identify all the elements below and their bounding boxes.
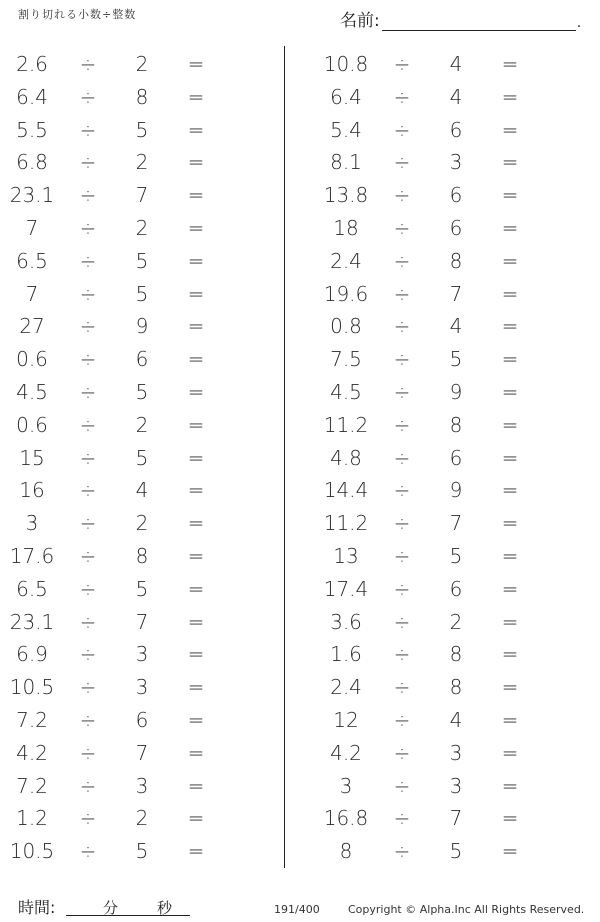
equals-sign: = — [187, 806, 205, 831]
equals-sign: = — [187, 543, 205, 568]
divisor: 5 — [135, 445, 149, 470]
equals-sign: = — [501, 347, 519, 372]
name-blank-line[interactable] — [382, 10, 576, 31]
divisor: 9 — [449, 478, 463, 503]
divide-sign: ÷ — [79, 379, 97, 404]
problem-row — [0, 409, 280, 442]
divide-sign: ÷ — [79, 281, 97, 306]
dividend: 6.5 — [16, 576, 48, 601]
name-label: 名前: — [340, 11, 380, 31]
divisor: 8 — [449, 248, 463, 273]
equals-sign: = — [501, 543, 519, 568]
divisor: 5 — [449, 347, 463, 372]
dividend: 11.2 — [323, 412, 369, 437]
problem-row — [0, 310, 280, 343]
problem-row — [300, 442, 580, 475]
divide-sign: ÷ — [79, 117, 97, 142]
divide-sign: ÷ — [393, 445, 411, 470]
divide-sign: ÷ — [79, 543, 97, 568]
dividend: 5.4 — [330, 117, 362, 142]
divisor: 2 — [135, 806, 149, 831]
divisor: 2 — [449, 609, 463, 634]
problem-row — [0, 802, 280, 835]
divisor: 6 — [135, 347, 149, 372]
dividend: 6.8 — [16, 150, 48, 175]
divisor: 2 — [135, 215, 149, 240]
divide-sign: ÷ — [393, 347, 411, 372]
problem-row — [300, 212, 580, 245]
divide-sign: ÷ — [79, 84, 97, 109]
equals-sign: = — [501, 773, 519, 798]
divisor: 6 — [449, 215, 463, 240]
divide-sign: ÷ — [393, 707, 411, 732]
equals-sign: = — [187, 675, 205, 700]
dividend: 6.9 — [16, 642, 48, 667]
equals-sign: = — [501, 740, 519, 765]
divide-sign: ÷ — [393, 117, 411, 142]
divisor: 5 — [449, 839, 463, 864]
divide-sign: ÷ — [79, 215, 97, 240]
dividend: 27 — [19, 314, 45, 339]
divisor: 2 — [135, 150, 149, 175]
equals-sign: = — [501, 642, 519, 667]
dividend: 4.5 — [330, 379, 362, 404]
copyright-notice: Copyright © Alpha.Inc All Rights Reserved. — [348, 903, 585, 916]
problem-row — [0, 376, 280, 409]
divisor: 2 — [135, 412, 149, 437]
equals-sign: = — [501, 117, 519, 142]
divisor: 6 — [135, 707, 149, 732]
divide-sign: ÷ — [79, 150, 97, 175]
dividend: 3.6 — [330, 609, 362, 634]
problem-row — [0, 704, 280, 737]
problem-row — [0, 146, 280, 179]
dividend: 10.5 — [9, 675, 55, 700]
problem-row — [300, 573, 580, 606]
dividend: 10.8 — [323, 52, 369, 76]
dividend: 14.4 — [323, 478, 369, 503]
equals-sign: = — [187, 576, 205, 601]
dividend: 5.5 — [16, 117, 48, 142]
divide-sign: ÷ — [393, 511, 411, 536]
problem-row — [0, 737, 280, 770]
dividend: 23.1 — [9, 609, 55, 634]
divisor: 4 — [449, 314, 463, 339]
divisor: 3 — [449, 740, 463, 765]
divisor: 5 — [449, 543, 463, 568]
divide-sign: ÷ — [393, 84, 411, 109]
divide-sign: ÷ — [393, 839, 411, 864]
problem-row — [0, 48, 280, 81]
dividend: 10.5 — [9, 839, 55, 864]
problem-row — [0, 114, 280, 147]
dividend: 11.2 — [323, 511, 369, 536]
dividend: 4.8 — [330, 445, 362, 470]
equals-sign: = — [501, 806, 519, 831]
dividend: 7.2 — [16, 707, 48, 732]
equals-sign: = — [501, 675, 519, 700]
divisor: 7 — [135, 183, 149, 208]
dividend: 4.5 — [16, 379, 48, 404]
problem-row — [0, 474, 280, 507]
divide-sign: ÷ — [79, 347, 97, 372]
divide-sign: ÷ — [393, 543, 411, 568]
equals-sign: = — [501, 314, 519, 339]
divisor: 8 — [135, 84, 149, 109]
divisor: 7 — [449, 281, 463, 306]
dividend: 0.6 — [16, 412, 48, 437]
problem-row — [0, 81, 280, 114]
dividend: 6.4 — [330, 84, 362, 109]
divisor: 6 — [449, 576, 463, 601]
divide-sign: ÷ — [79, 314, 97, 339]
divide-sign: ÷ — [79, 445, 97, 470]
equals-sign: = — [187, 84, 205, 109]
problem-row — [300, 376, 580, 409]
time-label: 時間: — [18, 898, 56, 917]
divide-sign: ÷ — [79, 478, 97, 503]
divisor: 5 — [135, 839, 149, 864]
problem-row — [300, 245, 580, 278]
dividend: 13 — [333, 543, 359, 568]
problem-row — [0, 573, 280, 606]
problem-row — [300, 507, 580, 540]
problem-row — [0, 835, 280, 868]
problem-row — [0, 540, 280, 573]
divisor: 6 — [449, 117, 463, 142]
dividend: 6.5 — [16, 248, 48, 273]
dividend: 8.1 — [330, 150, 362, 175]
problem-row — [0, 638, 280, 671]
equals-sign: = — [501, 281, 519, 306]
divisor: 4 — [135, 478, 149, 503]
problem-row — [300, 704, 580, 737]
problem-row — [0, 179, 280, 212]
equals-sign: = — [501, 478, 519, 503]
problem-row — [300, 409, 580, 442]
divisor: 3 — [135, 675, 149, 700]
dividend: 3 — [25, 511, 39, 536]
equals-sign: = — [187, 379, 205, 404]
equals-sign: = — [187, 347, 205, 372]
dividend: 18 — [333, 215, 359, 240]
divisor: 7 — [135, 740, 149, 765]
problem-row — [0, 212, 280, 245]
equals-sign: = — [187, 117, 205, 142]
divide-sign: ÷ — [79, 609, 97, 634]
divisor: 5 — [135, 576, 149, 601]
equals-sign: = — [187, 150, 205, 175]
problem-row — [0, 245, 280, 278]
divisor: 8 — [449, 642, 463, 667]
divisor: 9 — [449, 379, 463, 404]
equals-sign: = — [501, 412, 519, 437]
problem-row — [0, 442, 280, 475]
divide-sign: ÷ — [393, 215, 411, 240]
divisor: 6 — [449, 183, 463, 208]
divide-sign: ÷ — [79, 576, 97, 601]
dividend: 17.4 — [323, 576, 369, 601]
divisor: 3 — [449, 773, 463, 798]
equals-sign: = — [187, 511, 205, 536]
dividend: 4.2 — [330, 740, 362, 765]
equals-sign: = — [187, 215, 205, 240]
page-number: 191/400 — [274, 903, 320, 916]
divide-sign: ÷ — [79, 707, 97, 732]
divisor: 9 — [135, 314, 149, 339]
dividend: 7.2 — [16, 773, 48, 798]
divide-sign: ÷ — [393, 52, 411, 76]
equals-sign: = — [501, 183, 519, 208]
equals-sign: = — [187, 183, 205, 208]
divide-sign: ÷ — [79, 806, 97, 831]
equals-sign: = — [187, 478, 205, 503]
equals-sign: = — [187, 642, 205, 667]
divide-sign: ÷ — [79, 675, 97, 700]
problems-left-column — [0, 48, 280, 868]
divide-sign: ÷ — [393, 806, 411, 831]
footer — [0, 895, 600, 919]
problem-row — [300, 179, 580, 212]
divide-sign: ÷ — [79, 183, 97, 208]
equals-sign: = — [187, 773, 205, 798]
dividend: 0.8 — [330, 314, 362, 339]
divisor: 7 — [135, 609, 149, 634]
equals-sign: = — [187, 248, 205, 273]
divisor: 2 — [135, 52, 149, 76]
divide-sign: ÷ — [393, 576, 411, 601]
divide-sign: ÷ — [393, 478, 411, 503]
divide-sign: ÷ — [393, 609, 411, 634]
divide-sign: ÷ — [393, 412, 411, 437]
divisor: 5 — [135, 117, 149, 142]
equals-sign: = — [187, 52, 205, 76]
divisor: 5 — [135, 379, 149, 404]
equals-sign: = — [501, 445, 519, 470]
problem-row — [0, 671, 280, 704]
divisor: 3 — [449, 150, 463, 175]
divide-sign: ÷ — [79, 248, 97, 273]
divide-sign: ÷ — [79, 839, 97, 864]
problem-row — [300, 671, 580, 704]
divide-sign: ÷ — [393, 675, 411, 700]
problem-row — [300, 835, 580, 868]
problem-row — [0, 770, 280, 803]
divide-sign: ÷ — [79, 511, 97, 536]
problem-row — [300, 638, 580, 671]
divide-sign: ÷ — [393, 183, 411, 208]
divisor: 5 — [135, 248, 149, 273]
divisor: 7 — [449, 511, 463, 536]
dividend: 2.4 — [330, 248, 362, 273]
dividend: 0.6 — [16, 347, 48, 372]
divisor: 7 — [449, 806, 463, 831]
equals-sign: = — [187, 707, 205, 732]
problem-row — [0, 343, 280, 376]
dividend: 1.2 — [16, 806, 48, 831]
problems-right-column — [300, 48, 580, 868]
name-field — [340, 6, 581, 31]
equals-sign: = — [501, 839, 519, 864]
dividend: 12 — [333, 707, 359, 732]
divide-sign: ÷ — [393, 740, 411, 765]
equals-sign: = — [187, 281, 205, 306]
equals-sign: = — [501, 84, 519, 109]
problem-row — [300, 540, 580, 573]
divisor: 3 — [135, 642, 149, 667]
divide-sign: ÷ — [393, 314, 411, 339]
divide-sign: ÷ — [79, 773, 97, 798]
divide-sign: ÷ — [79, 412, 97, 437]
equals-sign: = — [501, 215, 519, 240]
problem-row — [300, 606, 580, 639]
equals-sign: = — [501, 576, 519, 601]
dividend: 15 — [19, 445, 45, 470]
divisor: 3 — [135, 773, 149, 798]
problem-row — [300, 114, 580, 147]
dividend: 4.2 — [16, 740, 48, 765]
problem-row — [300, 146, 580, 179]
divisor: 4 — [449, 707, 463, 732]
problem-row — [300, 737, 580, 770]
divide-sign: ÷ — [79, 740, 97, 765]
dividend: 13.8 — [323, 183, 369, 208]
dividend: 8 — [339, 839, 353, 864]
problem-row — [300, 48, 580, 81]
column-divider — [284, 46, 285, 868]
dividend: 7 — [25, 281, 39, 306]
dividend: 2.6 — [16, 52, 48, 76]
dividend: 6.4 — [16, 84, 48, 109]
divide-sign: ÷ — [393, 248, 411, 273]
dividend: 16.8 — [323, 806, 369, 831]
dividend: 16 — [19, 478, 45, 503]
equals-sign: = — [501, 248, 519, 273]
divisor: 8 — [135, 543, 149, 568]
equals-sign: = — [187, 445, 205, 470]
problem-row — [300, 802, 580, 835]
equals-sign: = — [501, 379, 519, 404]
problem-row — [0, 278, 280, 311]
problem-row — [300, 278, 580, 311]
problem-row — [300, 310, 580, 343]
problem-row — [300, 770, 580, 803]
divisor: 8 — [449, 412, 463, 437]
dividend: 3 — [339, 773, 353, 798]
worksheet-title: 割り切れる小数÷整数 — [18, 8, 137, 21]
equals-sign: = — [187, 740, 205, 765]
minutes-label: 分 — [103, 899, 119, 917]
problem-row — [300, 81, 580, 114]
equals-sign: = — [187, 314, 205, 339]
dividend: 19.6 — [323, 281, 369, 306]
dividend: 2.4 — [330, 675, 362, 700]
dividend: 7 — [25, 215, 39, 240]
equals-sign: = — [501, 609, 519, 634]
divide-sign: ÷ — [393, 281, 411, 306]
divide-sign: ÷ — [393, 150, 411, 175]
problem-row — [300, 343, 580, 376]
equals-sign: = — [187, 609, 205, 634]
dividend: 1.6 — [330, 642, 362, 667]
divisor: 6 — [449, 445, 463, 470]
divide-sign: ÷ — [79, 642, 97, 667]
dividend: 17.6 — [9, 543, 55, 568]
divisor: 4 — [449, 52, 463, 76]
divisor: 2 — [135, 511, 149, 536]
equals-sign: = — [501, 150, 519, 175]
divide-sign: ÷ — [393, 773, 411, 798]
divisor: 8 — [449, 675, 463, 700]
divide-sign: ÷ — [79, 52, 97, 76]
equals-sign: = — [501, 52, 519, 76]
equals-sign: = — [187, 839, 205, 864]
divide-sign: ÷ — [393, 379, 411, 404]
divisor: 4 — [449, 84, 463, 109]
equals-sign: = — [501, 707, 519, 732]
equals-sign: = — [187, 412, 205, 437]
name-end-dot: . — [576, 15, 582, 31]
seconds-label: 秒 — [157, 899, 173, 917]
equals-sign: = — [501, 511, 519, 536]
problem-row — [0, 606, 280, 639]
problem-row — [0, 507, 280, 540]
problem-row — [300, 474, 580, 507]
divide-sign: ÷ — [393, 642, 411, 667]
divisor: 5 — [135, 281, 149, 306]
dividend: 23.1 — [9, 183, 55, 208]
dividend: 7.5 — [330, 347, 362, 372]
